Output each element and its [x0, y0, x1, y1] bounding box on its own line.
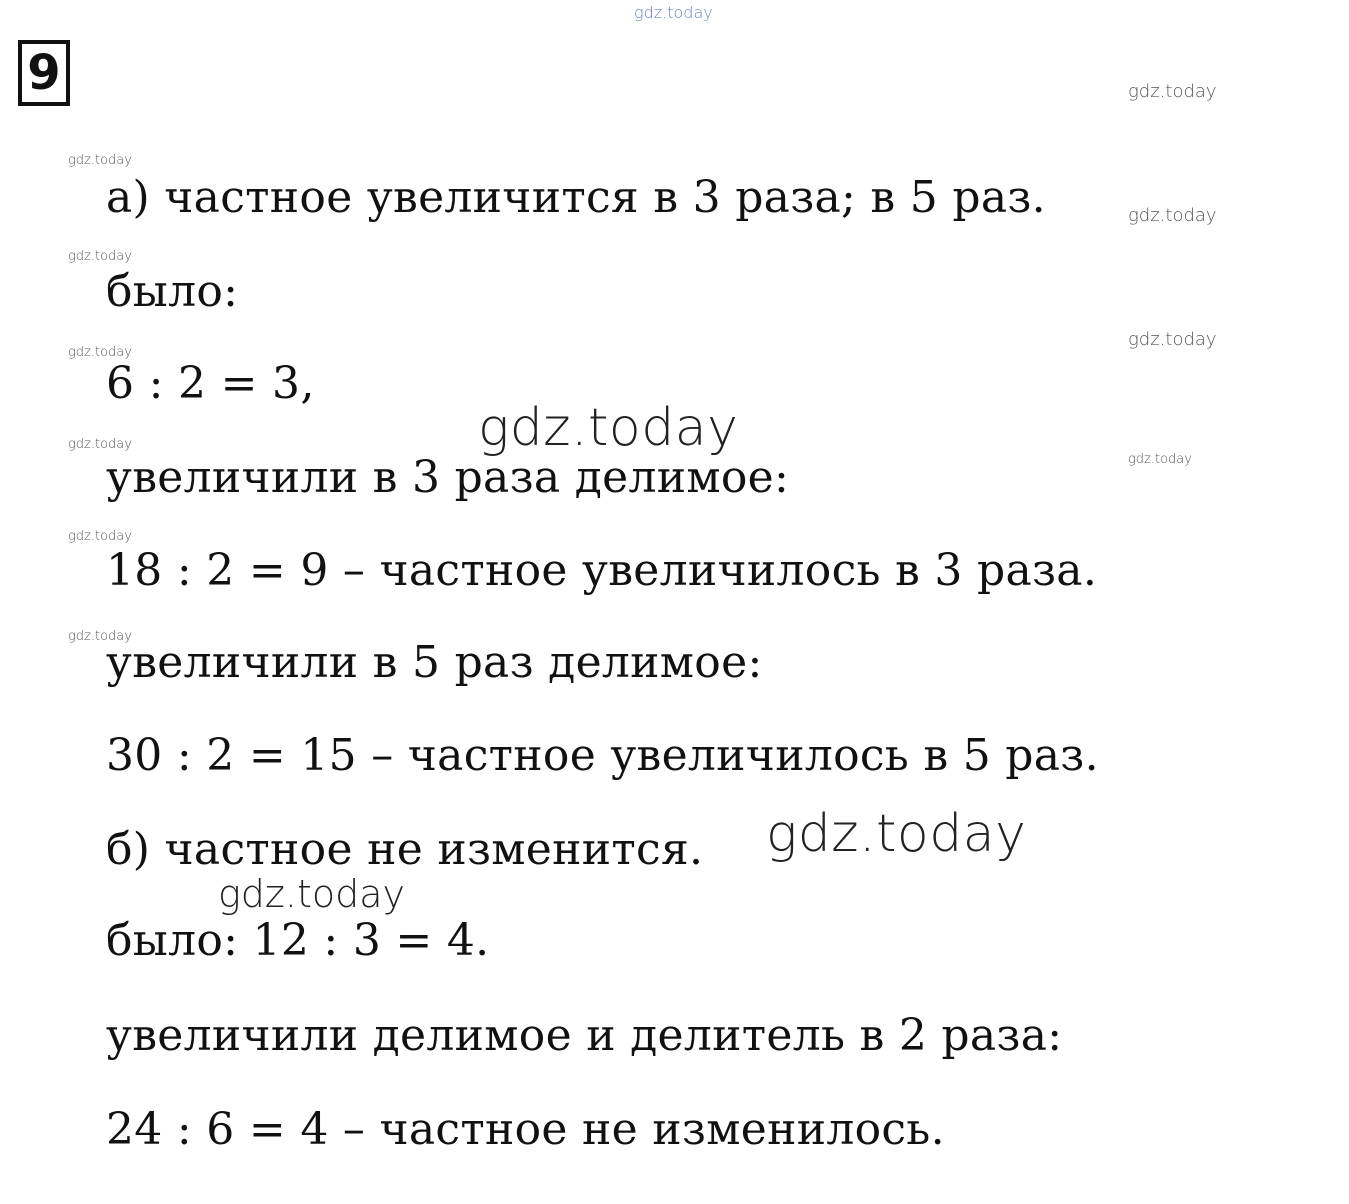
- text-line-4: увеличили в 3 раза делимое:: [106, 452, 790, 503]
- text-line-9: было: 12 : 3 = 4.: [106, 915, 490, 966]
- watermark-left-6: gdz.today: [68, 629, 132, 644]
- text-line-11: 24 : 6 = 4 – частное не изменилось.: [106, 1104, 945, 1155]
- watermark-left-1: gdz.today: [68, 153, 132, 168]
- watermark-left-3: gdz.today: [68, 345, 132, 360]
- text-line-10: увеличили делимое и делитель в 2 раза:: [106, 1010, 1063, 1061]
- watermark-left-5: gdz.today: [68, 529, 132, 544]
- text-line-8: б) частное не изменится.: [106, 824, 704, 875]
- watermark-right-2: gdz.today: [1128, 205, 1217, 226]
- problem-number-box: 9: [18, 40, 70, 106]
- watermark-right-1: gdz.today: [1128, 81, 1217, 102]
- text-line-7: 30 : 2 = 15 – частное увеличилось в 5 раз.: [106, 730, 1099, 781]
- watermark-left-4: gdz.today: [68, 437, 132, 452]
- text-line-2: было:: [106, 266, 239, 317]
- watermark-right-3: gdz.today: [1128, 329, 1217, 350]
- watermark-top: gdz.today: [634, 3, 713, 22]
- watermark-medium: gdz.today: [218, 872, 405, 916]
- watermark-large-1: gdz.today: [478, 398, 739, 458]
- watermark-left-2: gdz.today: [68, 249, 132, 264]
- text-line-6: увеличили в 5 раз делимое:: [106, 637, 763, 688]
- text-line-1: а) частное увеличится в 3 раза; в 5 раз.: [106, 172, 1046, 223]
- watermark-large-2: gdz.today: [766, 804, 1027, 864]
- text-line-5: 18 : 2 = 9 – частное увеличилось в 3 раза.: [106, 545, 1098, 596]
- text-line-3: 6 : 2 = 3,: [106, 358, 315, 409]
- watermark-right-4: gdz.today: [1128, 452, 1192, 467]
